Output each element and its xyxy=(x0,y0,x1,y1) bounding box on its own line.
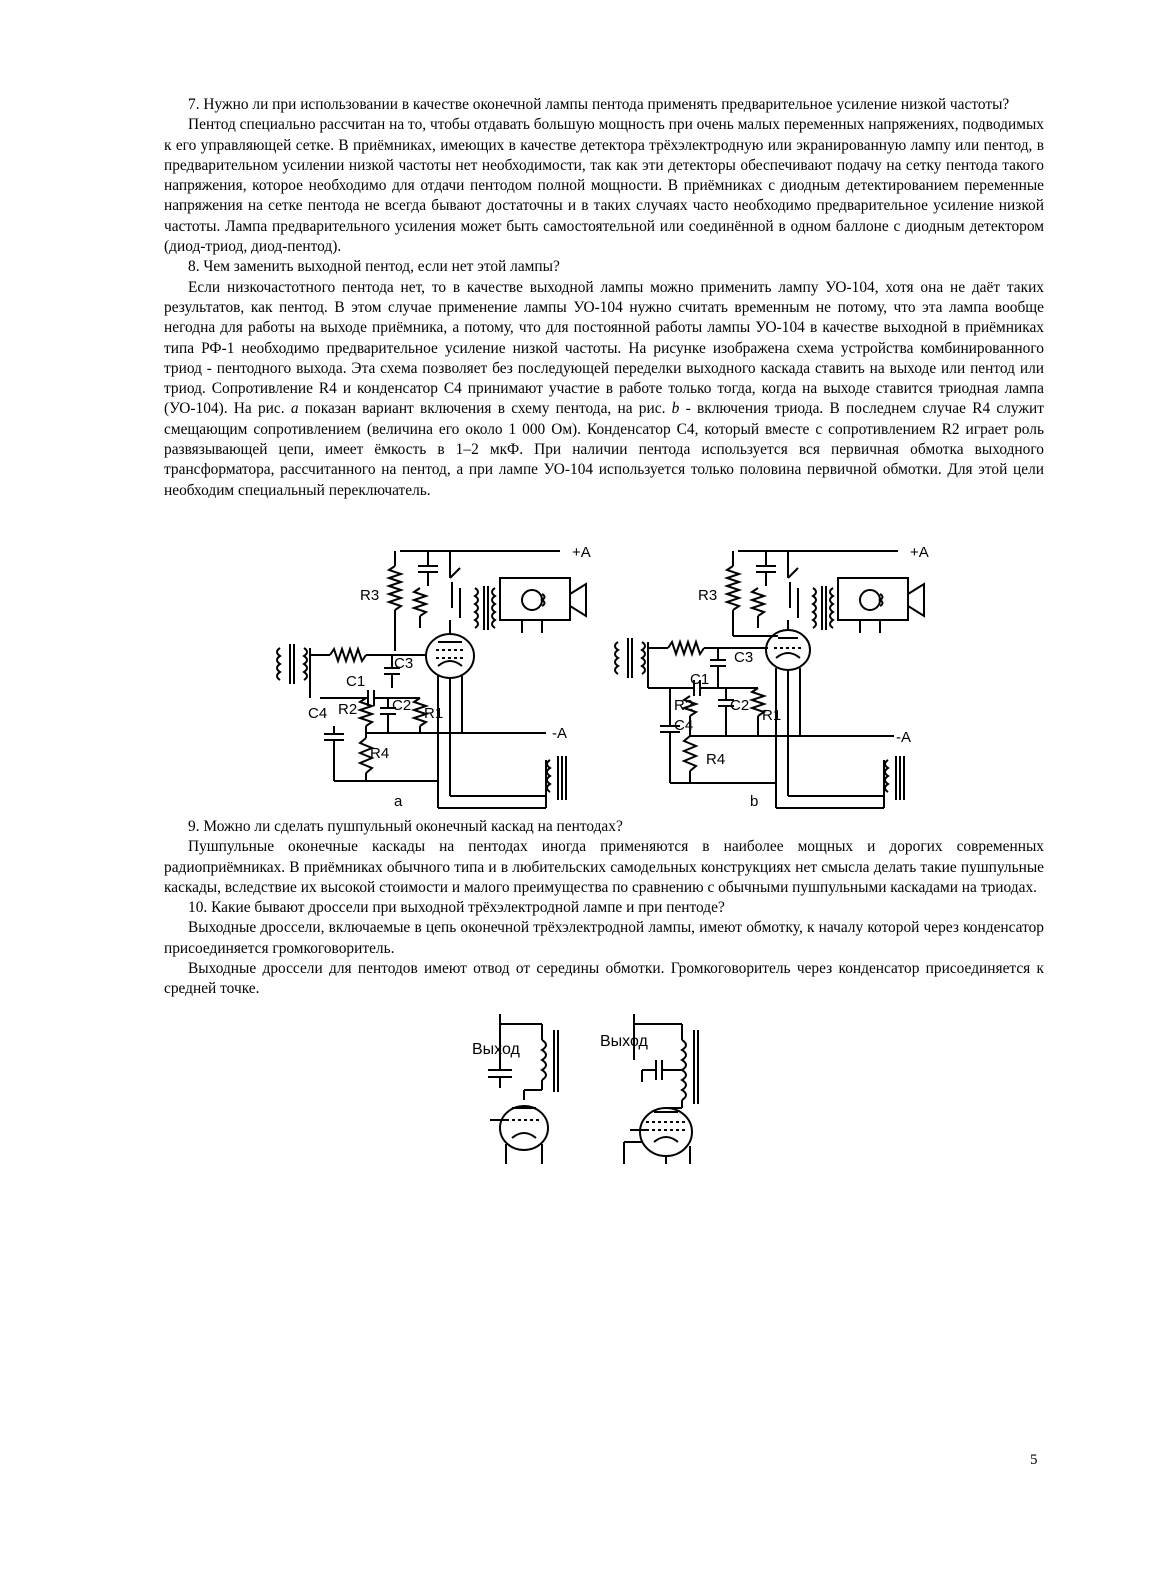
figure-ref-b: b xyxy=(671,400,680,418)
question-8: 8. Чем заменить выходной пентод, если нет этой лампы? xyxy=(188,258,560,276)
label-c1-b: C1 xyxy=(690,671,710,688)
answer-7: Пентод специально рассчитан на то, чтобы отдавать большую мощность при очень малых переменных напряжениях, подводимых к его управляющей сетке. В приёмниках, имеющих в качестве детектора трёхэлектродную или экранированную лампу или пентод, в предварительном усилении низкой частоты нет необходимости, так как эти детекторы обеспечивают подачу на сетку пентода такого напряжения, которое необходимо для отдачи пентодом полной мощности. В приёмниках с диодным детектированием переменные напряжения на сетке пентода не всегда бывают достаточны и в таких случаях часто необходимо предварительное усиление низкой частоты. Лампа предварительного усиления может быть самостоятельной или соединённой в одном баллоне с диодным детектором (диод-триод, диод-пентод). xyxy=(164,116,1044,256)
schematic-a xyxy=(277,551,586,808)
label-c3-b: C3 xyxy=(734,649,754,666)
label-r3-b: R3 xyxy=(698,587,718,604)
question-7: 7. Нужно ли при использовании в качестве оконечной лампы пентода применять предварительное усиление низкой частоты? xyxy=(188,96,1010,113)
answer-8-part1: Если низкочастотного пентода нет, то в качестве выходной лампы можно применить лампу УО-104, хотя она не даёт таких результатов, как пентод. В этом случае применение лампы УО-104 нужно считать временным не потому, что эта лампа вообще негодна для работы на выходе приёмника, а потому, что для постоянной работы лампы УО-104 в качестве выходной в приёмниках типа РФ-1 необходимо предварительное усиление низкой частоты. На рисунке изображена схема устройства комбинированного триод - пентодного выхода. Эта схема позволяет без последующей переделки выходного каскада ставить на выходе или пентод или триод. Сопротивление R4 и конденсатор С4 принимают участие в работе только тогда, когда на выходе ставится триодная лампа (УО-104). На рис. xyxy=(164,278,1044,418)
figure-ref-a: а xyxy=(290,400,299,418)
label-r4-a: R4 xyxy=(370,745,390,762)
choke-figure xyxy=(466,1012,726,1168)
schematic-figure-1 xyxy=(260,538,940,810)
label-r2-b: R2 xyxy=(674,697,694,714)
label-minus-a-a: -A xyxy=(552,725,567,742)
label-plus-a-a: +A xyxy=(572,544,591,561)
label-r1-a: R1 xyxy=(424,705,444,722)
label-c2-a: C2 xyxy=(392,697,412,714)
text-section-2 xyxy=(164,817,1044,1000)
label-r4-b: R4 xyxy=(706,751,726,768)
label-c4-b: C4 xyxy=(674,717,694,734)
label-c1-a: C1 xyxy=(346,673,366,690)
answer-10-pentode: Выходные дроссели для пентодов имеют отвод от середины обмотки. Громкоговоритель через конденсатор присоединяется к средней точке. xyxy=(164,960,1044,998)
label-minus-a-b: -A xyxy=(896,729,911,746)
answer-8 xyxy=(164,278,1044,501)
answer-10-triode: Выходные дроссели, включаемые в цепь оконечной трёхэлектродной лампы, имеют обмотку, к началу которой через конденсатор присоединяется громкоговоритель. xyxy=(164,919,1044,957)
question-9: 9. Можно ли сделать пушпульный оконечный каскад на пентодах? xyxy=(188,818,623,835)
answer-8-part2: показан вариант включения в схему пентода, на рис. xyxy=(298,400,672,418)
label-output-left: Выход xyxy=(472,1041,520,1058)
answer-9: Пушпульные оконечные каскады на пентодах иногда применяются в наиболее мощных и дорогих современных радиоприёмниках. В приёмниках обычного типа и в любительских самодельных конструкциях нет смысла делать такие пушпульные каскады, вследствие их высокой стоимости и малого преимущества по сравнению с обычными пушпульными каскадами на триодах. xyxy=(164,838,1044,896)
page-number: 5 xyxy=(1030,1452,1038,1468)
answer-8-part3: - включения триода. В последнем случае R4 служит смещающим сопротивлением (величина его около 1 000 Ом). Конденсатор С4, который вместе с сопротивлением R2 играет роль развязывающей цепи, имеет ёмкость в 1–2 мкФ. При наличии пентода используется вся первичная обмотка выходного трансформатора, рассчитанного на пентод, а при лампе УО-104 используется только половина первичной обмотки. Для этой цели необходим специальный переключатель. xyxy=(164,400,1044,499)
label-c4-a: C4 xyxy=(308,705,328,722)
label-output-right: Выход xyxy=(600,1033,648,1050)
label-plus-a-b: +A xyxy=(910,544,929,561)
schematic-b xyxy=(615,551,924,808)
question-10: 10. Какие бывают дроссели при выходной трёхэлектродной лампе и при пентоде? xyxy=(188,899,725,917)
label-r2-a: R2 xyxy=(338,701,358,718)
label-r1-b: R1 xyxy=(762,707,782,724)
text-section-1 xyxy=(164,95,1044,501)
caption-b: b xyxy=(750,793,759,810)
label-c2-b: C2 xyxy=(730,697,750,714)
label-r3-a: R3 xyxy=(360,587,380,604)
caption-a: a xyxy=(394,793,403,810)
label-c3-a: C3 xyxy=(394,655,414,672)
triode-choke xyxy=(488,1014,558,1164)
choke-svg xyxy=(466,1012,726,1168)
schematic-svg-1 xyxy=(260,538,940,810)
